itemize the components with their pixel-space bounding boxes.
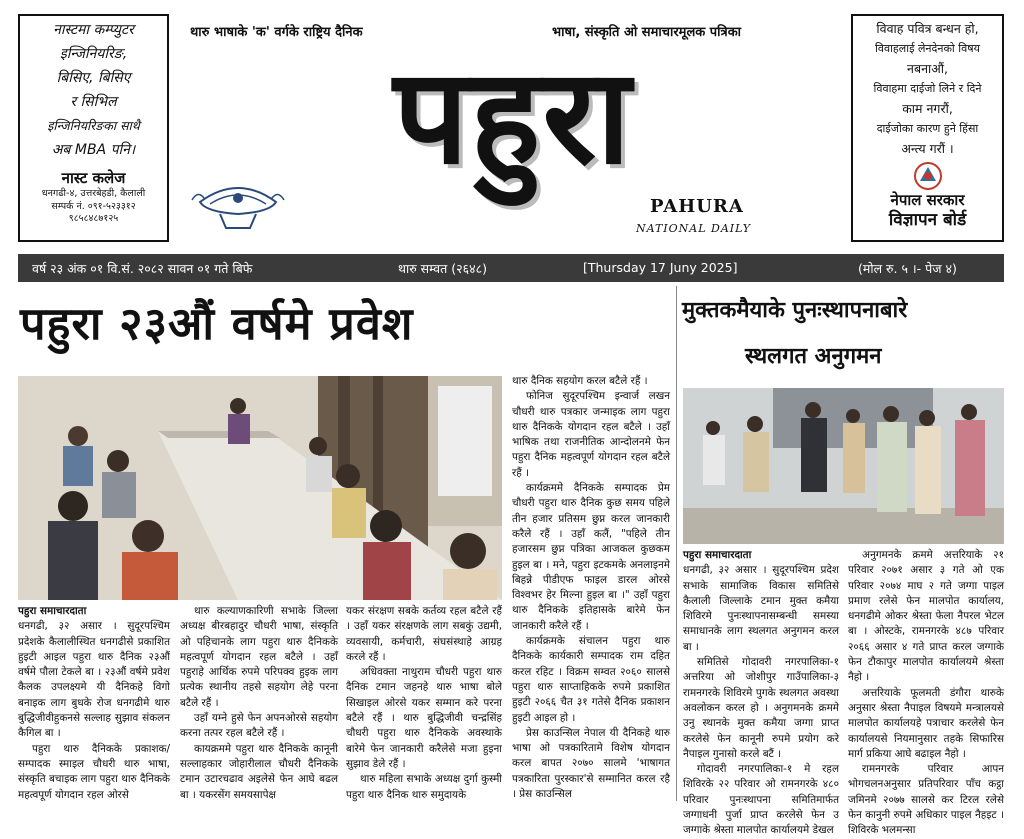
article-paragraph: रामनगरके परिवार आपन भोगचलनअनुसार प्रतिपरिवार पाँच कट्ठा जमिनमे २०७७ सालसे कर टिरल रलेसे फेन कानुनी रुपमे अधिकार पाइल नैहइट । शिविरके भलमन्सा bbox=[848, 763, 1004, 837]
college-address: धनगढी-४, उत्तरबेहडी, कैलाली bbox=[41, 188, 146, 199]
main-headline: पहुरा २३औं वर्षमे प्रवेश bbox=[20, 297, 414, 350]
left-ad-line: इन्जिनियरिङ, bbox=[59, 46, 128, 62]
left-ad-line: र सिभिल bbox=[70, 94, 117, 110]
article-paragraph: यकर संरक्षण सबके कर्तव्य रहल बटैले रहैं । उहाँ यकर संरक्षणके लाग सबकुं उद्यमी, व्यवसायी, कर्मचारी, संघसंस्थाहे आग्रह करले रहैं । bbox=[346, 605, 502, 663]
masthead-right-tagline: भाषा, संस्कृति ओ समाचारमूलक पत्रिका bbox=[552, 25, 742, 40]
right-ad-line: विवाहमा दाईजो लिने र दिने bbox=[873, 82, 982, 95]
left-ad-line: बिसिए, बिसिए bbox=[56, 70, 131, 86]
article-paragraph: कार्यक्रममे दैनिकके सम्पादक प्रेम चौधरी पहुरा थारु दैनिक कुछ समय पहिले तीन हजार प्रतिसम छुप्न करल जानकारी करैले रहैं । उहाँ कलैं, "पहिले तीन हजारसम छुप्न पत्रिका आजकल कुछकम हुइल बा । मने, पहुरा इटकमके अनलाइनमे बिहन्ने पीडीएफ फाइल डारल ओरसे विश्वभर हेर मिल्ना हुइल बा ।" उहाँ पहुरा थारु दैनिकके इतिहासके बारेमे फेन जानकारी करैले रहैं । bbox=[512, 482, 670, 632]
article-paragraph: उहाँ यम्ने हुसे फेन अपनओरसे सहयोग करना तत्पर रहल बटैले रहैं । bbox=[180, 712, 338, 740]
article-paragraph: धनगढी, ३२ असार । सुदूरपश्चिम प्रदेशके कैलालीस्थित धनगढीसे प्रकाशित हुइटी आइल पहुरा थारु दैनिक २३औं वर्षमे पौला टेकले बा । २३औं वर्षमे प्रवेश कैलक उपलक्ष्यमे यी दैनिकहे विगो बनाइक लाग बुधके रोज धनगढीमे थारु बुद्धिजीवीहुकनसे सल्लाह सुझाव संकलन कैगिल बा । bbox=[18, 620, 170, 740]
left-advertisement bbox=[18, 14, 169, 242]
english-date: [Thursday 17 Juny 2025] bbox=[583, 260, 738, 275]
main-story-column-2 bbox=[180, 604, 338, 801]
issue-number: वर्ष २३ अंक ०१ वि.सं. २०८२ सावन ०१ गते बिफे bbox=[32, 261, 253, 276]
right-ad-line: काम नगरौं, bbox=[902, 101, 953, 116]
left-ad-line: नास्टमा कम्प्युटर bbox=[53, 22, 134, 38]
main-story-column-3 bbox=[346, 604, 502, 801]
article-paragraph: थारु दैनिक सहयोग करल बटैले रहैं । bbox=[512, 375, 648, 387]
price-pages: (मोल रु. ५ ।- पेज ४) bbox=[858, 261, 957, 276]
tharu-era: थारु सम्वत (२६४८) bbox=[398, 261, 487, 276]
article-paragraph: अत्तरियाके फूलमती डंगौरा थारुके अनुसार श्रेस्ता नैपाइल विषयमे मन्त्रालयसे मालपोत कार्यालयहे पत्राचार करलेसे फेन कार्यालयसे नियमानुसार तहके सिफारिस मार्ग प्रकिया आघे बढाइल नैहो । bbox=[848, 686, 1004, 760]
article-paragraph: गोदावरी नगरपालिका-१ मे रहल शिविरके २२ परिवार ओ रामनगरके ४८० परिवार पुनःस्थापना समितिमार्फत जग्गाधनी पुर्जा प्राप्त करलेसे फेन उ जग्गाके श्रेस्ता मालपोत कार्यालयमे डेखल bbox=[683, 763, 839, 837]
nepal-emblem-icon bbox=[911, 161, 945, 191]
second-headline-line2: स्थलगत अनुगमन bbox=[745, 344, 882, 369]
second-story-column-1 bbox=[683, 548, 839, 837]
right-advertisement bbox=[851, 14, 1004, 242]
article-paragraph: समितिसे गोदावरी नगरपालिका-१ अत्तरिया ओ जोशीपुर गाउँपालिका-३ रामनगरके शिविरमे पुगके स्थलगत अवस्था अवलोकन करल हो । अनुगमनके क्रममे उनु स्थानके मुक्त कमैया जग्गा प्राप्त करलेसे फेन कानूनी रुपमे प्रयोग करे नैपाइल गुनासो करले बटैं । bbox=[683, 656, 839, 760]
byline: पहुरा समाचारदाता bbox=[18, 605, 87, 617]
right-ad-line: विवाहलाई लेनदेनको विषय bbox=[875, 42, 980, 55]
newspaper-title: पहुरा bbox=[393, 39, 633, 194]
second-headline-line1: मुक्तकमैयाके पुनःस्थापनाबारे bbox=[682, 298, 908, 323]
right-ad-line: विवाह पवित्र बन्धन हो, bbox=[876, 21, 979, 36]
right-ad-line: दाईजोका कारण हुने हिंसा bbox=[876, 122, 979, 135]
article-paragraph: अनुगमनके क्रममे अत्तरियाके २१ परिवार २०७१ असार ३ गते ओ एक परिवार २०७४ माघ २ गते जग्गा पाइल प्रमाण रलेसे फेन मालपोत कार्यालय, धनगढीमे ओकर श्रेस्ता फेला नैपरल भेटल बा । ओस्टके, रामनगरके ४८७ परिवार २०६६ असार ४ गते प्राप्त करल जग्गाके फेन टौकापुर मालपोत कार्यालयमे श्रेस्ता नैहो । bbox=[848, 549, 1004, 684]
board-label: विज्ञापन बोर्ड bbox=[888, 210, 967, 230]
column-divider bbox=[676, 286, 677, 801]
article-paragraph: प्रेस काउन्सिल नेपाल यी दैनिकहे थारु भाषा ओ पत्रकारितामे विशेष योगदान करल बापत २०७० सालमे 'भाषागत पत्रकारिता पुरस्कार'से सम्मानित करल रहै । प्रेस काउन्सिल bbox=[512, 726, 670, 801]
article-paragraph: फोनिज सुदूरपश्चिम इन्वार्ज लखन चौधरी थारु पत्रकार जन्माइक लाग पहुरा थारु दैनिकके योगदान रहल बटैले । उहाँ भाषिक तथा राजनीतिक आन्दोलनमे फेन पहुरा दैनिक महत्वपूर्ण योगदान रहल बटैले रहैं । bbox=[512, 390, 670, 479]
main-story-column-1 bbox=[18, 604, 170, 801]
article-paragraph: थारु कल्याणकारिणी सभाके जिल्ला अध्यक्ष बीरबहादुर चौधरी भाषा, संस्कृति ओ पहिचानके लाग पहुरा थारु दैनिकके महत्वपूर्ण योगदान रहल बटैले । उहाँ पहुराहे आर्थिक रुपमे परिपक्व हुइक लाग प्रत्येक स्थानीय तहसे सहयोग लेहे परना बटैले रहैं । bbox=[180, 605, 338, 709]
right-ad-line: अन्त्य गरौं । bbox=[901, 141, 954, 156]
left-ad-line: अब MBA पनि। bbox=[51, 142, 136, 158]
title-subtitle: NATIONAL DAILY bbox=[636, 222, 752, 235]
second-story-column-2 bbox=[848, 548, 1004, 837]
article-paragraph: अधिवक्ता नाथुराम चौधरी पहुरा थारु दैनिक टमान जहनहे थारु भाषा बोले सिखाइल ओरसे यकर सम्मान करे परना बटैले रहैं । थारु बुद्धिजीवी चन्द्रसिंह चौधरी पहुरा थारु दैनिकके अवस्थाके बारेमे फेन जानकारी करैलेसे मजा हुइना सुझाव डेले रहैं । bbox=[346, 666, 502, 770]
right-ad-line: नबनाऔं, bbox=[907, 61, 948, 76]
college-phone: सम्पर्क नं. ०९१-५२३३१२ bbox=[51, 200, 136, 212]
byline: पहुरा समाचारदाता bbox=[683, 549, 752, 561]
title-latin: PAHURA bbox=[650, 196, 744, 217]
cultural-emblem-icon bbox=[190, 172, 286, 236]
inspection-photo bbox=[683, 388, 1004, 544]
govt-label: नेपाल सरकार bbox=[890, 191, 965, 209]
article-paragraph: कार्यक्रमके संचालन पहुरा थारु दैनिकके कार्यकारी सम्पादक राम दहित करल रहिट । विक्रम सम्वत २०६० सालसे पहुरा थारु साप्ताहिकके रुपमे प्रकाशित हुइटी २०६६ चैत ३१ गतेसे दैनिक प्रकाशन हुइटी आइल हो । bbox=[512, 635, 670, 724]
article-paragraph: कायक्रममे पहुरा थारु दैनिकके कानूनी सल्लाहकार जोहारीलाल चौधरी दैनिकके टमान उटारचढाव अइलेसे फेन आघे बढल बा । यकरसेंग समयसापेक्ष bbox=[180, 742, 338, 801]
issue-info-strip bbox=[18, 254, 1004, 282]
article-paragraph: पहुरा थारु दैनिकके प्रकाशक/सम्पादक स्माइल चौधरी थारु भाषा, संस्कृति बचाइक लाग पहुरा थारु दैनिकके महत्वपूर्ण योगदान रहल ओरसे bbox=[18, 742, 170, 801]
article-paragraph: धनगढी, ३२ असार । सुदूरपश्चिम प्रदेश सभाके सामाजिक विकास समितिसे कैलाली जिल्लाके टमान मुक्त कमैया शिविरमे पुनःस्थापनासम्बन्धी समस्या समाधानके लाग स्थलगत अनुगमन करल बा । bbox=[683, 564, 839, 653]
main-story-column-4 bbox=[512, 374, 670, 801]
left-ad-line: इन्जिनियरिङका साथै bbox=[47, 118, 140, 133]
masthead-left-tagline: थारु भाषाके 'क' वर्गके राष्ट्रिय दैनिक bbox=[190, 25, 363, 40]
college-name: नास्ट कलेज bbox=[61, 169, 126, 187]
college-mobile: ९८५८४८७१२५ bbox=[68, 213, 119, 224]
meeting-photo bbox=[18, 376, 502, 600]
article-paragraph: थारु महिला सभाके अध्यक्ष दुर्गा कुस्मी पहुरा थारु दैनिक थारु समुदायके bbox=[346, 773, 502, 801]
